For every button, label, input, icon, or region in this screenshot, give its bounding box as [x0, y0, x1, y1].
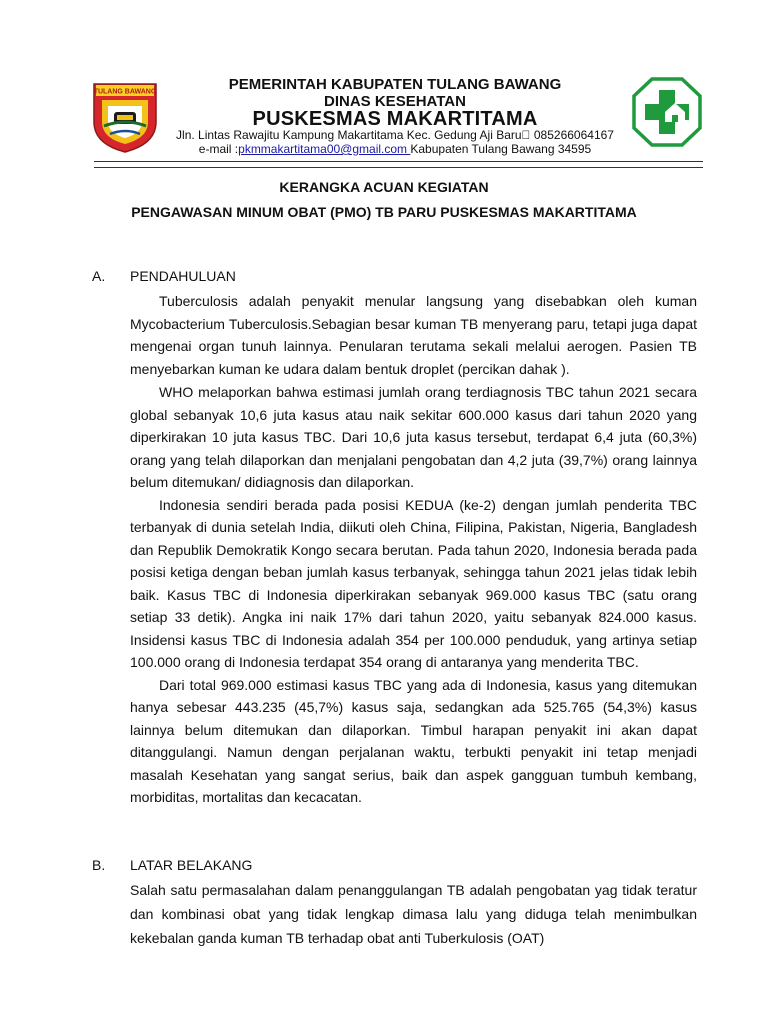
section-b-paragraph-1: Salah satu permasalahan dalam penanggulangan TB adalah pengobatan yag tidak teratur dan kombinasi obat yang tidak lengkap dimasa lalu yang diduga telah menimbulkan kekebalan ganda kuman TB terhadap obat anti Tuberkulosis (OAT) — [130, 882, 697, 946]
letterhead-divider-top — [94, 161, 703, 162]
tulang-bawang-emblem-icon — [90, 78, 160, 154]
letterhead-government: PEMERINTAH KABUPATEN TULANG BAWANG — [228, 76, 562, 93]
section-a-paragraph-4: Dari total 969.000 estimasi kasus TBC yang ada di Indonesia, kasus yang ditemukan hanya sebesar 443.235 (45,7%) kasus saja, sedangkan ada 525.765 (54,3%) kasus lainnya belum ditemukan dan dilaporkan. Timbul harapan penyakit ini akan dapat ditanggulangi. Namun dengan perjalanan waktu, terbukti penyakit ini tetap menjadi masalah Kesehatan yang sangat serius, baik dan aspek gangguan tumbuh kembang, morbiditas, mortalitas dan kecacatan. — [130, 676, 697, 805]
email-suffix: Kabupaten Tulang Bawang 34595 — [410, 142, 592, 156]
letterhead-department: DINAS KESEHATAN — [324, 93, 466, 110]
puskesmas-logo-icon — [632, 76, 702, 148]
section-a-paragraph-1: Tuberculosis adalah penyakit menular langsung yang disebabkan oleh kuman Mycobacterium Tuberculosis.Sebagian besar kuman TB menyerang paru, tetapi juga dapat mengenai organ tunuh lainnya. Penularan terutama sekali melalui aerogen. Pasien TB menyebarkan kuman ke udara dalam bentuk droplet (percikan dahak ). — [130, 293, 697, 377]
letterhead-divider-bottom — [94, 167, 703, 168]
section-b-body — [130, 878, 697, 950]
section-b-letter: B. — [92, 857, 106, 873]
letterhead-puskesmas: PUSKESMAS MAKARTITAMA — [252, 108, 538, 130]
section-a-paragraph-2: WHO melaporkan bahwa estimasi jumlah orang terdiagnosis TBC tahun 2021 secara global sebanyak 10,6 juta kasus atau naik sekitar 600.000 kasus dari tahun 2020 yang diperkirakan 10 juta kasus TBC. Dari 10,6 juta kasus tersebut, terdapat 6,4 juta (60,3%) orang yang telah dilaporkan dan menjalani pengobatan dan 4,2 juta (39,7%) orang lainnya belum ditemukan/ didiagnosis dan dilaporkan. — [130, 384, 697, 490]
letterhead-address: Jln. Lintas Rawajitu Kampung Makartitama Kec. Gedung Aji Baru  085266064167 — [176, 128, 614, 142]
document-subtitle: PENGAWASAN MINUM OBAT (PMO) TB PARU PUSKESMAS MAKARTITAMA — [131, 204, 637, 220]
email-label: e-mail : — [198, 142, 239, 156]
section-b-heading: LATAR BELAKANG — [130, 857, 253, 873]
letterhead-email-line — [160, 142, 630, 156]
email-link[interactable]: pkmmakartitama00@gmail.com — [238, 142, 411, 156]
section-a-body — [130, 290, 697, 809]
emblem-text: TULANG BAWANG — [93, 88, 157, 96]
section-a-heading: PENDAHULUAN — [130, 268, 236, 284]
section-a-paragraph-3: Indonesia sendiri berada pada posisi KEDUA (ke-2) dengan jumlah penderita TBC terbanyak di dunia setelah India, diikuti oleh China, Filipina, Pakistan, Nigeria, Bangladesh dan Republik Demokratik Kongo secara berutan. Pada tahun 2020, Indonesia berada pada posisi ketiga dengan beban jumlah kasus terbanyak, sehingga tahun 2021 jelas tidak lebih baik. Kasus TBC di Indonesia diperkirakan sebanyak 969.000 kasus TBC (satu orang setiap 33 detik). Angka ini naik 17% dari tahun 2020, yaitu sebanyak 824.000 kasus. Insidensi kasus TBC di Indonesia adalah 354 per 100.000 penduduk, yang artinya setiap 100.000 orang di Indonesia terdapat 354 orang di antaranya yang menderita TBC. — [130, 496, 697, 670]
section-a-letter: A. — [92, 268, 106, 284]
document-title: KERANGKA ACUAN KEGIATAN — [279, 179, 489, 195]
